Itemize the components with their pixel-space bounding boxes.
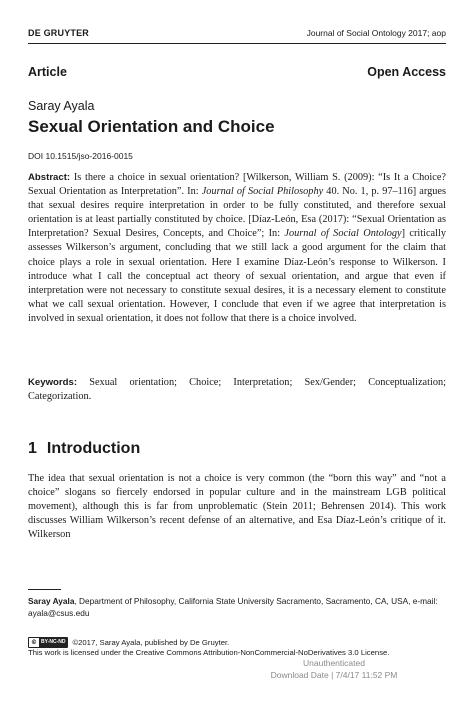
abstract-journal-title: Journal of Social Philosophy <box>201 186 324 198</box>
copyright-text: ©2017, Saray Ayala, published by De Gruyter. <box>72 638 230 647</box>
license-text: This work is licensed under the Creative Commons Attribution-NonCommercial-NoDerivatives 3.0 License. <box>28 648 390 657</box>
section-title: Introduction <box>46 440 141 457</box>
cc-license-icon[interactable]: © BY-NC-ND <box>28 637 68 648</box>
article-title: Sexual Orientation and Choice <box>28 117 275 136</box>
author-affiliation <box>28 596 446 619</box>
section-number: 1 <box>28 440 37 457</box>
publisher-name: DE GRUYTER <box>28 28 90 38</box>
watermark-line: Download Date | 7/4/17 11:52 PM <box>270 669 398 680</box>
abstract-text: 40. No. 1, p. 97–116] argues that sexual desires require interpretation in order to be fully constituted, and therefore sexual orientation is at least partially constituted by choice. [Díaz-León, Esa (2017): “Sexual Orientation as Interpretation? Sexual Desires, Concepts, and Choice”; In: <box>28 186 446 240</box>
header-rule <box>28 43 446 44</box>
section-heading <box>28 440 140 458</box>
footnote-rule <box>28 589 61 590</box>
watermark-line: Unauthenticated <box>303 658 365 668</box>
article-type: Article <box>28 65 67 79</box>
journal-citation: Journal of Social Ontology 2017; aop <box>306 28 446 38</box>
body-paragraph: The idea that sexual orientation is not a choice is very common (the “born this way” and “not a choice” slogans so fiercely endorsed in popular culture and in the mainstream LGB political movement), although this is far from unproblematic (Stein 2011; Behrensen 2014). This work discusses William Wilkerson’s recent defense of an alternative, and Esa Díaz-León’s critique of it. Wilkerson <box>28 473 446 541</box>
keywords-label: Keywords: <box>28 377 78 388</box>
download-watermark <box>264 658 404 681</box>
abstract-journal-title: Journal of Social Ontology <box>284 228 402 240</box>
copyright-line <box>28 637 229 648</box>
doi: DOI 10.1515/jso-2016-0015 <box>28 151 133 161</box>
abstract <box>28 171 446 326</box>
keywords-text: Sexual orientation; Choice; Interpretation; Sex/Gender; Conceptualization; Categorization. <box>28 377 446 403</box>
abstract-text: Is there a choice in sexual orientation? [Wilkerson, William S. (2009): “Is It a Choice? Sexual Orientation as Interpretation”. In: <box>28 172 446 198</box>
affiliation-text: , Department of Philosophy, California State University Sacramento, Sacramento, CA, USA, e-mail: ayala@csus.edu <box>28 596 438 618</box>
abstract-label: Abstract: <box>28 172 71 183</box>
keywords <box>28 376 446 404</box>
abstract-text: ] critically assesses Wilkerson’s argument, concluding that we still lack a good argument for the claim that choice plays a role in sexual orientation. Here I examine Díaz-León’s response to Wilkerson. I introduce what I call the conceptual act theory of sexual orientation, and argue that even if interpretation were not necessary to constitute sexual desires, it is a necessary element to constitute what we call sexual orientation. However, I conclude that even if we agree that interpretation is involved in sexual orientation, it does not follow that there is a choice involved. <box>28 228 446 324</box>
affiliation-author: Saray Ayala <box>28 596 75 606</box>
author-name: Saray Ayala <box>28 99 95 113</box>
open-access-label: Open Access <box>367 65 446 79</box>
